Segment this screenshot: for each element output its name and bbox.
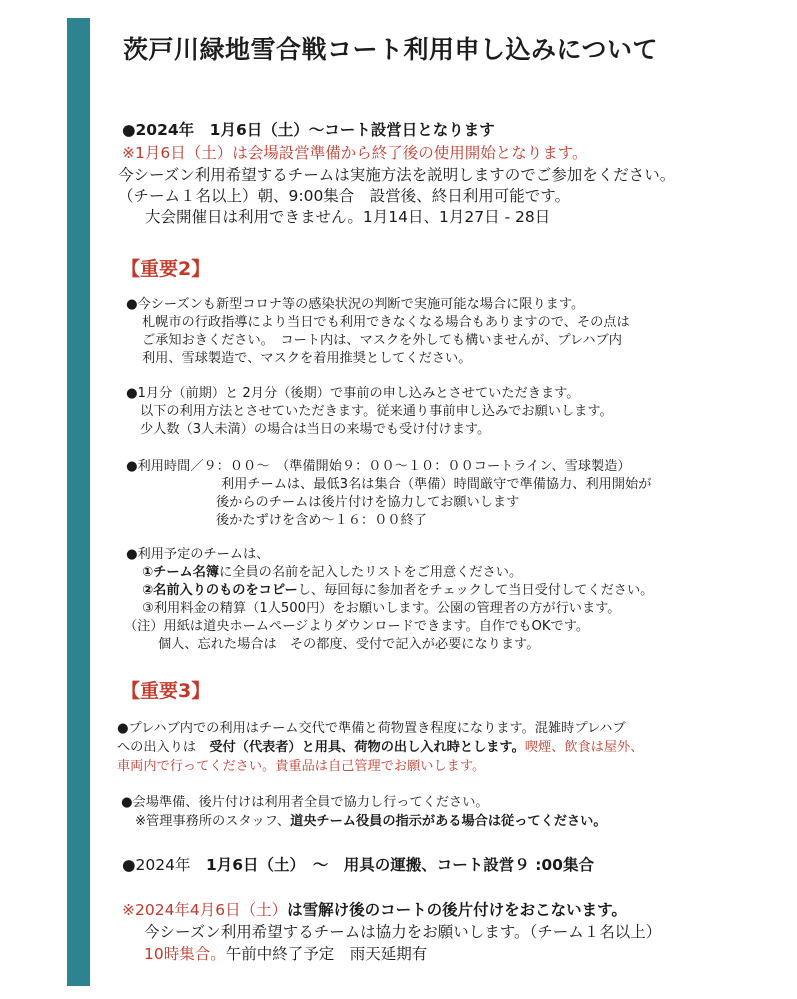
section2-p4-line-6: 個人、忘れた場合は その都度、受付で記入が必要になります。 (158, 637, 540, 652)
intro-line-5: 大会開催日は利用できません。1月14日、1月27日 - 28日 (145, 208, 551, 226)
section2-p2-line-2: 以下の利用方法とさせていただきます。従来通り事前申し込みでお願いします。 (140, 404, 613, 419)
section2-p1-line-4: 利用、雪球製造で、マスクを着用推奨としてください。 (142, 351, 472, 366)
intro-line-1: ●2024年 1月6日（土）～コート設営日となります (122, 121, 495, 139)
sidebar-accent-bar (67, 18, 90, 986)
copy-emphasis: ②名前入りのものをコピー (142, 583, 298, 598)
team-roster-rest: に全員の名前を記入したリストをご用意ください。 (219, 565, 523, 580)
section3-p2-line-2-start: ※管理事務所のスタッフ、 (135, 814, 291, 829)
section2-p1-line-1: ●今シーズンも新型コロナ等の感染状況の判断で実施可能な場合に限ります。 (126, 297, 585, 312)
section3-p2-line-2 (135, 815, 607, 828)
section2-p3-line-4: 後かたずけを含め～１６：００終了 (216, 513, 427, 528)
section3-p1-line-2 (117, 741, 643, 754)
copy-rest: し、毎回每に参加者をチェックして当日受付してください。 (297, 583, 654, 598)
meeting-time: 10時集合。 (144, 945, 226, 963)
closing-line-1-detail: 1月6日（土） ～ 用具の運搬、コート設営９ :00集合 (205, 856, 594, 874)
closing-line-4 (144, 947, 427, 963)
section2-heading: 【重要2】 (121, 258, 211, 280)
section3-p1-line-2-emphasis: 受付（代表者）と用具、荷物の出し入れ時とします。 (209, 740, 525, 755)
intro-line-4: （チーム１名以上）朝、9:00集合 設営後、終日利用可能です。 (118, 187, 571, 205)
closing-line-2 (122, 903, 627, 919)
closing-line-1 (122, 858, 594, 874)
cleanup-date: ※2024年4月6日（土） (122, 901, 288, 919)
section3-p2-line-2-emphasis: 道央チーム役員の指示がある場合は従ってください。 (290, 814, 607, 829)
intro-line-2: ※1月6日（土）は会場設営準備から終了後の使用開始となります。 (122, 144, 588, 162)
section2-p2-line-1: ●1月分（前期）と 2月分（後期）で事前の申し込みとさせていただきます。 (126, 386, 580, 401)
section2-p3-line-2: 利用チームは、最低3名は集合（準備）時間厳守で準備協力、利用開始が (221, 477, 652, 492)
section3-heading: 【重要3】 (121, 680, 211, 702)
section3-p1-line-2-start: への出入りは (117, 740, 210, 755)
section2-p4-line-3 (142, 584, 653, 597)
section3-p1-line-3: 車両内で行ってください。貴重品は自己管理でお願いします。 (117, 759, 486, 774)
page-title: 茨戸川緑地雪合戦コート利用申し込みについて (123, 35, 659, 64)
section2-p3-line-3: 後からのチームは後片付けを協力してお願いします (216, 495, 520, 510)
section2-p1-line-3: ご承知おきください。 コート内は、マスクを外しても構いませんが、プレハブ内 (142, 333, 622, 348)
cleanup-detail: は雪解け後のコートの後片付けをおこないます。 (287, 901, 627, 919)
section3-p1-line-1: ●プレハブ内での利用はチーム交代で準備と荷物置き程度になります。混雑時プレハブ (117, 721, 626, 736)
section2-p4-line-2 (142, 566, 522, 579)
section3-p1-line-2-red: 喫煙、飲食は屋外、 (524, 740, 644, 755)
section2-p2-line-3: 少人数（3人未満）の場合は当日の来場でも受け付けます。 (140, 422, 491, 437)
section2-p3-line-1: ●利用時間／９：００～ （準備開始９：００～１０：００コートライン、雪球製造） (126, 459, 631, 474)
section3-p2-line-1: ●会場準備、後片付けは利用者全員で協力し行ってください。 (121, 795, 489, 810)
section2-p4-line-4: ③利用料金の精算（1人500円）をお願いします。公園の管理者の方が行います。 (142, 601, 621, 616)
section2-p4-line-5: （注）用紙は道央ホームページよりダウンロードできます。自作でもOKです。 (124, 619, 590, 634)
closing-line-1-year: ●2024年 (122, 856, 206, 874)
closing-line-3: 今シーズン利用希望するチームは協力をお願いします。（チーム１名以上） (144, 923, 662, 941)
section2-p4-line-1: ●利用予定のチームは、 (126, 547, 270, 562)
closing-line-4-rest: 午前中終了予定 雨天延期有 (225, 945, 428, 963)
section2-p1-line-2: 札幌市の行政指導により当日でも利用できなくなる場合もありますので、その点は (142, 315, 630, 330)
intro-line-3: 今シーズン利用希望するチームは実施方法を説明しますのでご参加をください。 (118, 166, 676, 184)
team-roster-emphasis: ①チーム名簿 (142, 565, 220, 580)
